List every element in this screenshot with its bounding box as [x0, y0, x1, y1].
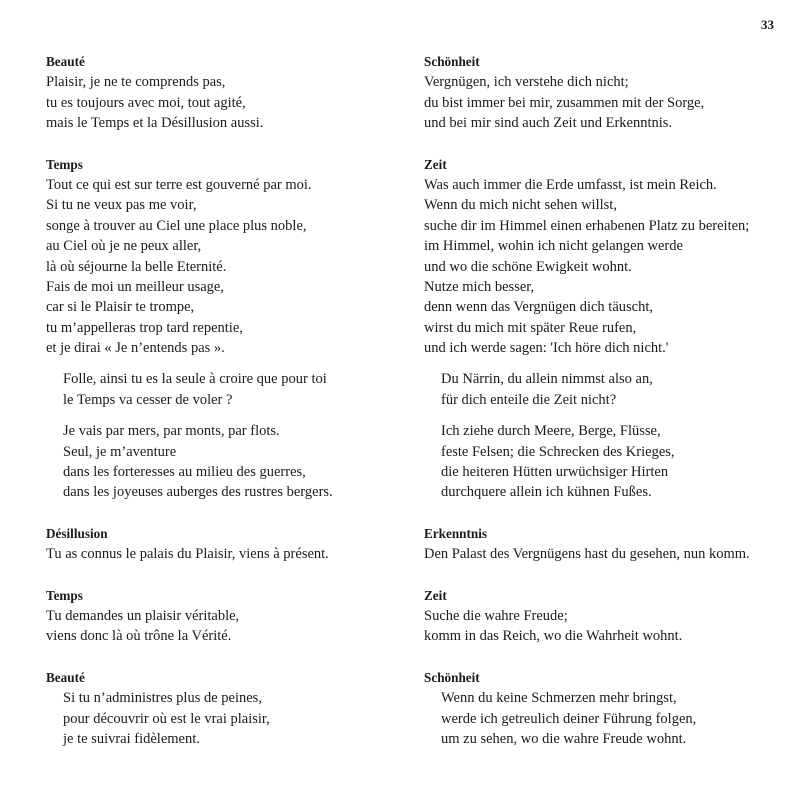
verse-line: komm in das Reich, wo die Wahrheit wohnt. — [424, 628, 683, 645]
verse-line: tu es toujours avec moi, tout agité, — [46, 94, 246, 111]
verse-line: Ich ziehe durch Meere, Berge, Flüsse, — [441, 423, 661, 440]
verse-line: je te suivrai fidèlement. — [63, 730, 200, 747]
verse-line: im Himmel, wohin ich nicht gelangen werde — [424, 238, 683, 255]
verse-line: und bei mir sind auch Zeit und Erkenntnis. — [424, 115, 673, 132]
section-zeit-2 — [424, 586, 784, 647]
section-desillusion — [46, 524, 396, 565]
verse-line: Du Närrin, du allein nimmst also an, — [441, 371, 653, 388]
verse-line: die heiteren Hütten urwüchsiger Hirten — [441, 464, 669, 481]
verse-line: feste Felsen; die Schrecken des Krieges, — [441, 443, 675, 460]
verse-line: tu m’appelleras trop tard repentie, — [46, 319, 243, 336]
verse-line: werde ich getreulich deiner Führung folgen, — [441, 710, 697, 727]
verse-line: là où séjourne la belle Eternité. — [46, 258, 227, 275]
speaker-name: Zeit — [424, 156, 447, 172]
verse-line: car si le Plaisir te trompe, — [46, 299, 195, 316]
speaker-name: Beauté — [46, 669, 85, 685]
verse-line: Wenn du keine Schmerzen mehr bringst, — [441, 690, 677, 707]
verse-line: dans les forteresses au milieu des guerres, — [63, 464, 306, 481]
verse-line: Den Palast des Vergnügens hast du gesehen, nun komm. — [424, 546, 750, 563]
speaker-name: Zeit — [424, 587, 447, 603]
verse-line: Wenn du mich nicht sehen willst, — [424, 197, 617, 214]
verse-line: für dich enteile die Zeit nicht? — [441, 391, 617, 408]
french-column — [46, 52, 396, 749]
verse-line: Nutze mich besser, — [424, 278, 535, 295]
speaker-name: Schönheit — [424, 54, 480, 69]
speaker-name: Temps — [46, 587, 83, 603]
verse-line: um zu sehen, wo die wahre Freude wohnt. — [441, 730, 687, 747]
section-erkenntnis — [424, 524, 784, 565]
verse-line: und ich werde sagen: 'Ich höre dich nicht.' — [424, 340, 669, 357]
verse-line: und wo die schöne Ewigkeit wohnt. — [424, 258, 632, 275]
section-schoenheit — [424, 52, 784, 134]
verse-line: Tu as connus le palais du Plaisir, viens à présent. — [46, 546, 329, 563]
speaker-name: Beauté — [46, 54, 85, 69]
section-temps-2 — [46, 586, 396, 647]
verse-line: viens donc là où trône la Vérité. — [46, 628, 232, 645]
verse-line: le Temps va cesser de voler ? — [63, 391, 233, 408]
verse-line: denn wenn das Vergnügen dich täuscht, — [424, 299, 653, 316]
verse-line: wirst du mich mit später Reue rufen, — [424, 319, 637, 336]
section-temps — [46, 155, 396, 503]
verse-line: au Ciel où je ne peux aller, — [46, 238, 202, 255]
section-beaute — [46, 52, 396, 134]
verse-line: pour découvrir où est le vrai plaisir, — [63, 710, 270, 727]
section-zeit — [424, 155, 784, 503]
verse-line: et je dirai « Je n’entends pas ». — [46, 340, 225, 357]
german-column — [424, 52, 784, 749]
verse-line: Tout ce qui est sur terre est gouverné par moi. — [46, 176, 312, 193]
verse-line: Folle, ainsi tu es la seule à croire que pour toi — [63, 371, 327, 388]
speaker-name: Désillusion — [46, 525, 108, 541]
verse-line: Was auch immer die Erde umfasst, ist mein Reich. — [424, 176, 717, 193]
verse-line: Seul, je m’aventure — [63, 443, 177, 460]
speaker-name: Temps — [46, 156, 83, 172]
verse-line: Suche die wahre Freude; — [424, 607, 568, 624]
verse-line: mais le Temps et la Désillusion aussi. — [46, 115, 264, 132]
verse-line: Fais de moi un meilleur usage, — [46, 278, 224, 295]
speaker-name: Schönheit — [424, 669, 480, 685]
page-number: 33 — [761, 17, 774, 32]
verse-line: suche dir im Himmel einen erhabenen Platz zu bereiten; — [424, 217, 750, 234]
verse-line: Tu demandes un plaisir véritable, — [46, 607, 240, 624]
section-schoenheit-2 — [424, 668, 784, 750]
verse-line: Si tu n’administres plus de peines, — [63, 690, 262, 707]
verse-line: Plaisir, je ne te comprends pas, — [46, 74, 226, 91]
verse-line: du bist immer bei mir, zusammen mit der Sorge, — [424, 94, 705, 111]
speaker-name: Erkenntnis — [424, 525, 488, 541]
verse-line: Vergnügen, ich verstehe dich nicht; — [424, 74, 629, 91]
verse-line: durchquere allein ich kühnen Fußes. — [441, 484, 652, 501]
section-beaute-2 — [46, 668, 396, 750]
verse-line: Je vais par mers, par monts, par flots. — [63, 423, 280, 440]
verse-line: songe à trouver au Ciel une place plus noble, — [46, 217, 307, 234]
verse-line: dans les joyeuses auberges des rustres bergers. — [63, 484, 333, 501]
verse-line: Si tu ne veux pas me voir, — [46, 197, 197, 214]
